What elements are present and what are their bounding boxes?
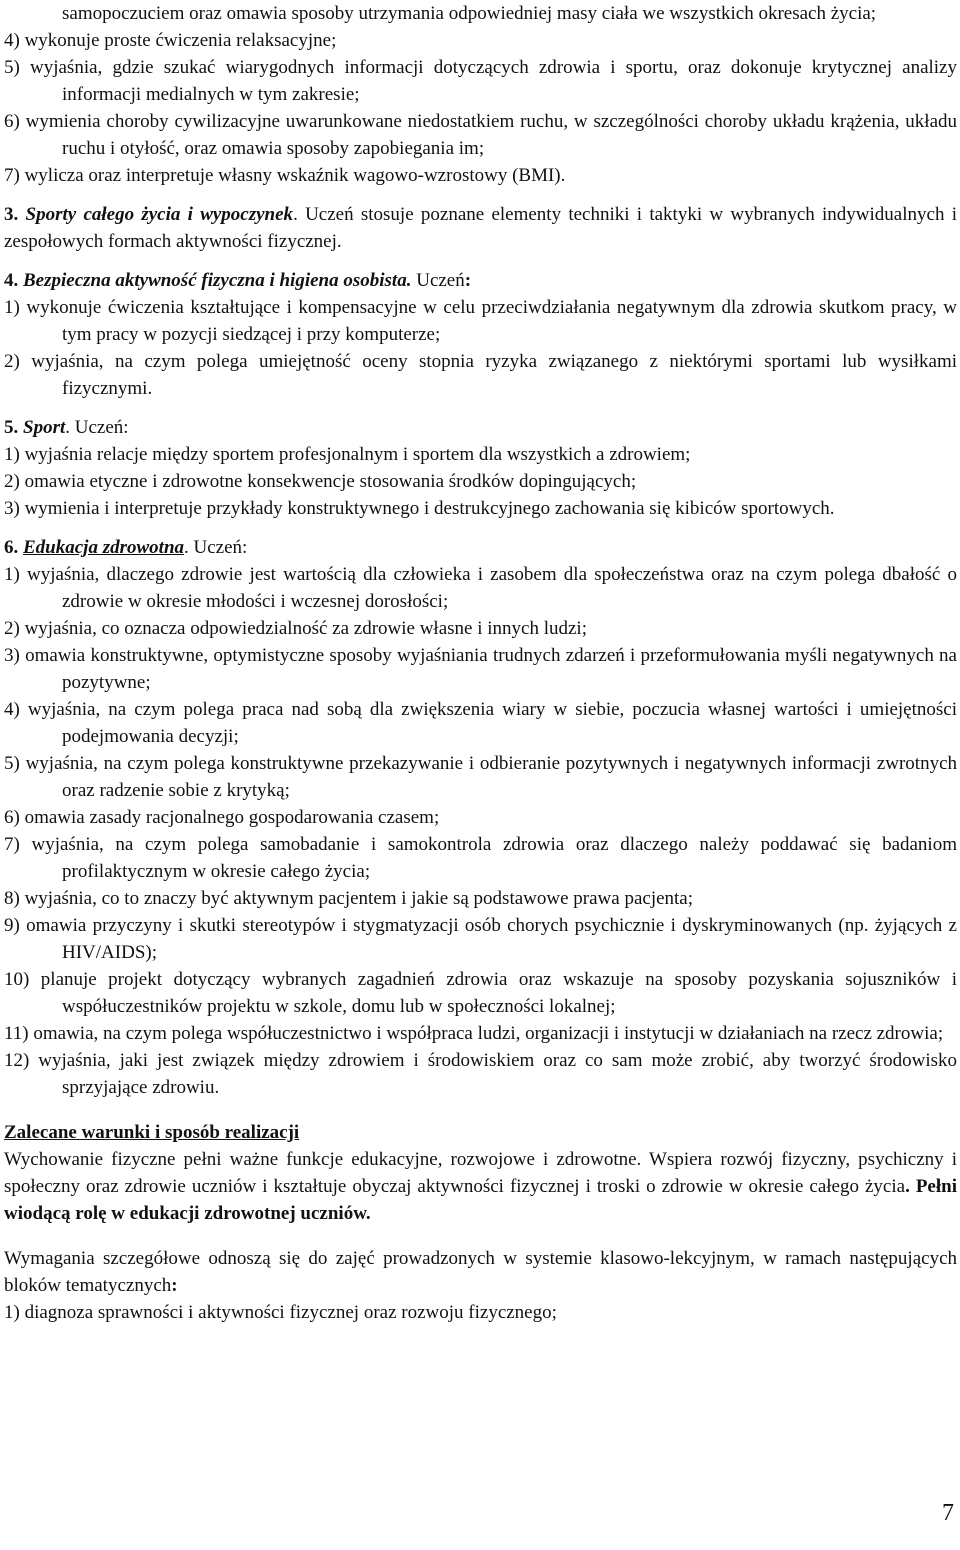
list-item: 12) wyjaśnia, jaki jest związek między zdrowiem i środowiskiem oraz co sam może zrobić, aby tworzyć środowisko sprzyjające zdrowiu. [4, 1050, 957, 1098]
list-item: 6) omawia zasady racjonalnego gospodarowania czasem; [4, 807, 440, 828]
requirements-text: Wymagania szczegółowe odnoszą się do zajęć prowadzonych w systemie klasowo-lekcyjnym, w ramach następujących bloków tematycznych [4, 1248, 957, 1296]
list-item: 3) wymienia i interpretuje przykłady konstruktywnego i destrukcyjnego zachowania się kibiców sportowych. [4, 498, 835, 519]
page-number: 7 [942, 1500, 954, 1526]
list-item: 2) wyjaśnia, na czym polega umiejętność oceny stopnia ryzyka związanego z niektórymi sportami lub wysiłkami fizycznymi. [4, 351, 957, 399]
section-3-text: . Uczeń stosuje poznane elementy techniki i taktyki w wybranych indywidualnych i zespołowych formach aktywności fizycznej. [4, 204, 957, 252]
section-5-title: Sport [23, 417, 66, 438]
section-3-title: Sporty całego życia i wypoczynek [25, 204, 294, 225]
list-item: 8) wyjaśnia, co to znaczy być aktywnym pacjentem i jakie są podstawowe prawa pacjenta; [4, 888, 694, 909]
section-4-lead: Uczeń [411, 270, 465, 291]
list-item: 5) wyjaśnia, na czym polega konstruktywne przekazywanie i odbieranie pozytywnych i negatywnych informacji zwrotnych oraz radzenie sobie z krytyką; [4, 753, 957, 801]
continuation-line: samopoczuciem oraz omawia sposoby utrzymania odpowiedniej masy ciała we wszystkich okresach życia; [62, 3, 877, 24]
list-item: 9) omawia przyczyny i skutki stereotypów i stygmatyzacji osób chorych psychicznie i dyskryminowanych (np. żyjących z HIV/AIDS); [4, 915, 957, 963]
section-3 [4, 201, 957, 255]
list-item: 1) wykonuje ćwiczenia kształtujące i kompensacyjne w celu przeciwdziałania negatywnym dla zdrowia skutkom pracy, w tym pracy w pozycji siedzącej i przy komputerze; [4, 297, 957, 345]
conditions-period: . [905, 1176, 910, 1197]
list-item: 1) diagnoza sprawności i aktywności fizycznej oraz rozwoju fizycznego; [4, 1302, 557, 1323]
requirements-colon: : [171, 1275, 178, 1296]
conditions-bold-sentence: Pełni wiodącą rolę w edukacji zdrowotnej uczniów. [4, 1176, 957, 1224]
document-page [4, 0, 957, 1326]
section-6-number: 6. [4, 537, 19, 558]
list-item: 6) wymienia choroby cywilizacyjne uwarunkowane niedostatkiem ruchu, w szczególności choroby układu krążenia, układu ruchu i otyłość, oraz omawia sposoby zapobiegania im; [4, 111, 957, 159]
list-item: 1) wyjaśnia, dlaczego zdrowie jest wartością dla człowieka i zasobem dla społeczeństwa oraz na czym polega dbałość o zdrowie w okresie młodości i wczesnej dorosłości; [4, 564, 957, 612]
conditions-text: Wychowanie fizyczne pełni ważne funkcje edukacyjne, rozwojowe i zdrowotne. Wspiera rozwój fizyczny, psychiczny i społeczny oraz zdrowie uczniów i kształtuje obyczaj aktywności fizycznej i troski o zdrowie w okresie całego życia [4, 1149, 957, 1197]
list-item: 2) omawia etyczne i zdrowotne konsekwencje stosowania środków dopingujących; [4, 471, 637, 492]
list-item: 1) wyjaśnia relacje między sportem profesjonalnym i sportem dla wszystkich a zdrowiem; [4, 444, 691, 465]
section-4-number: 4. [4, 270, 19, 291]
section-6-title: Edukacja zdrowotna [23, 537, 185, 558]
section-5-heading [4, 414, 957, 441]
conditions-heading [4, 1119, 957, 1146]
section-4-colon: : [464, 270, 472, 291]
list-item: 10) planuje projekt dotyczący wybranych zagadnień zdrowia oraz wskazuje na sposoby pozyskania sojuszników i współuczestników projektu w szkole, domu lub w społeczności lokalnej; [4, 969, 957, 1017]
list-item: 11) omawia, na czym polega współuczestnictwo i współpraca ludzi, organizacji i instytucji w działaniach na rzecz zdrowia; [4, 1023, 944, 1044]
list-item: 7) wylicza oraz interpretuje własny wskaźnik wagowo-wzrostowy (BMI). [4, 165, 566, 186]
section-5-lead: . Uczeń: [65, 417, 129, 438]
conditions-title: Zalecane warunki i sposób realizacji [4, 1122, 300, 1143]
list-item: 4) wykonuje proste ćwiczenia relaksacyjne; [4, 30, 337, 51]
list-item: 5) wyjaśnia, gdzie szukać wiarygodnych informacji dotyczących zdrowia i sportu, oraz dokonuje krytycznej analizy informacji medialnych w tym zakresie; [4, 57, 957, 105]
section-5-number: 5. [4, 417, 19, 438]
list-item: 3) omawia konstruktywne, optymistyczne sposoby wyjaśniania trudnych zdarzeń i przeformułowania myśli negatywnych na pozytywne; [4, 645, 957, 693]
list-item: 4) wyjaśnia, na czym polega praca nad sobą dla zwiększenia wiary w siebie, poczucia własnej wartości i umiejętności podejmowania decyzji; [4, 699, 957, 747]
section-4-heading [4, 267, 957, 294]
requirements-paragraph [4, 1245, 957, 1299]
section-4-title: Bezpieczna aktywność fizyczna i higiena osobista. [23, 270, 412, 291]
section-6-heading [4, 534, 957, 561]
list-item: 7) wyjaśnia, na czym polega samobadanie i samokontrola zdrowia oraz dlaczego należy poddawać się badaniom profilaktycznym w okresie całego życia; [4, 834, 957, 882]
conditions-paragraph [4, 1146, 957, 1227]
list-item: 2) wyjaśnia, co oznacza odpowiedzialność za zdrowie własne i innych ludzi; [4, 618, 587, 639]
section-3-number: 3. [4, 204, 19, 225]
section-6-lead: . Uczeń: [184, 537, 248, 558]
